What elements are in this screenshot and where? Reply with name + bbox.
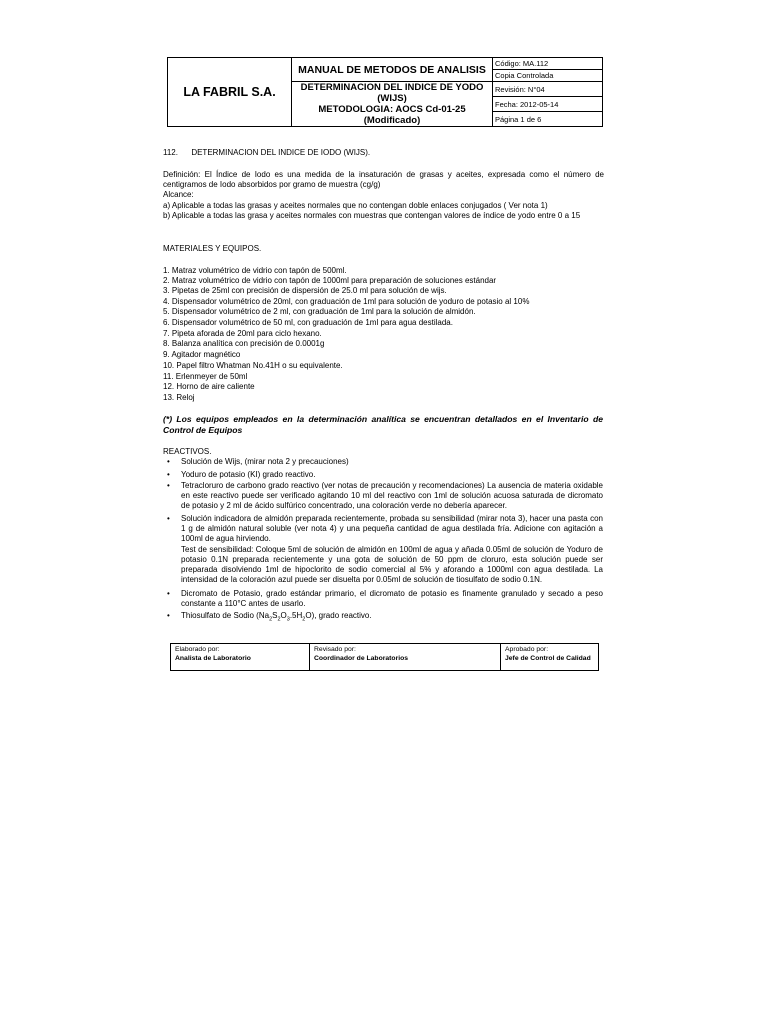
revisado-label: Revisado por: — [314, 646, 356, 653]
aprobado-value: Jefe de Control de Calidad — [505, 655, 591, 662]
material-item: 4. Dispensador volumétrico de 20ml, con graduación de 1ml para solución de yoduro de potasio al 10% — [163, 297, 530, 306]
manual-title: MANUAL DE METODOS DE ANALISIS — [292, 58, 493, 82]
reactivo-item: • Dicromato de Potasio, grado estándar primario, el dicromato de potasio es finamente granulado y secado a peso constante a 110°C antes de usarlo. — [167, 589, 603, 608]
aprobado-label: Aprobado por: — [505, 646, 549, 653]
sensitivity-test: Test de sensibilidad: Coloque 5ml de solución de almidón en 100ml de agua y añada 0.05ml de solución de Yoduro de potasio 0.1N preparada recientemente y una gota de solución de 50 ppm de cloruro, esta solución puede ser preparada disolviendo 1ml de hipoclorito de sodio comercial al 5% y aforando a 1000ml con agua destilada. La intensidad de la coloración azul puede ser disuelta por 0.05ml de solución de tiosulfato de sodio 0.1N. — [181, 545, 603, 584]
material-item: 1. Matraz volumétrico de vidrio con tapón de 500ml. — [163, 266, 347, 275]
bullet-icon: • — [167, 457, 170, 466]
material-item: 7. Pipeta aforada de 20ml para ciclo hexano. — [163, 329, 322, 338]
material-item: 11. Erlenmeyer de 50ml — [163, 372, 248, 381]
bullet-icon: • — [167, 470, 170, 479]
material-item: 5. Dispensador volumétrico de 2 ml, con graduación de 1ml para la solución de almidón. — [163, 307, 476, 316]
material-item: 12. Horno de aire caliente — [163, 382, 255, 391]
revisado-value: Coordinador de Laboratorios — [314, 655, 409, 662]
revisado-cell — [310, 644, 501, 671]
reactivos-title: REACTIVOS. — [163, 447, 212, 456]
bullet-icon: • — [167, 589, 170, 598]
alcance-label: Alcance: — [163, 190, 194, 199]
material-item: 9. Agitador magnético — [163, 350, 241, 359]
reactivo-item: • Tetracloruro de carbono grado reactivo (ver notas de precaución y recomendaciones) La ausencia de materia oxidable en este reactivo puede ser verificado agitando 10 ml del reactivo con 1ml de solución acuosa saturada de dicromato de potasio y 2 ml de ácido sulfúrico concentrado, una coloración verde no debería aparecer. — [167, 481, 603, 510]
materials-title: MATERIALES Y EQUIPOS. — [163, 244, 262, 253]
elaborado-value: Analista de Laboratorio — [175, 655, 251, 662]
alcance-b: b) Aplicable a todas las grasa y aceites normales con muestras que contengan valores de índice de yodo entre 0 a 15 — [163, 211, 581, 220]
copia-cell: Copia Controlada — [493, 70, 603, 82]
material-item: 6. Dispensador volumétrico de 50 ml, con graduación de 1ml para agua destilada. — [163, 318, 453, 327]
section-title: 112. DETERMINACION DEL INDICE DE IODO (WIJS). — [163, 148, 371, 157]
method-title-line1: DETERMINACION DEL INDICE DE YODO (WIJS) — [300, 82, 484, 104]
reactivo-item: • Solución indicadora de almidón preparada recientemente, probada su sensibilidad (mirar nota 3), hacer una pasta con 1 g de almidón natural soluble (ver nota 4) y una pequeña cantidad de agua destilada fría. Adicione con agitación a 100ml de agua hirviendo. — [167, 514, 603, 543]
material-item: 2. Matraz volumétrico de vidrio con tapón de 1000ml para preparación de soluciones estándar — [163, 276, 497, 285]
reactivo-item: • Solución de Wijs, (mirar nota 2 y precauciones) — [167, 457, 349, 466]
bullet-icon: • — [167, 481, 170, 490]
bullet-icon: • — [167, 611, 170, 620]
elaborado-cell — [171, 644, 310, 671]
definition-text: Definición: El Índice de Iodo es una medida de la insaturación de grasas y aceites, expresada como el número de centigramos de Iodo absorbidos por gramo de muestra (cg/g) — [163, 170, 604, 189]
method-title — [292, 82, 493, 127]
material-item: 8. Balanza analítica con precisión de 0.0001g — [163, 339, 325, 348]
document-header-table — [167, 57, 603, 127]
approval-table — [170, 643, 599, 671]
reactivo-item: • Thiosulfato de Sodio $(Na_2S_2O_3.5H_2O)$, grado reactivo. — [167, 611, 372, 623]
aprobado-cell — [501, 644, 599, 671]
material-item: 13. Reloj — [163, 393, 195, 402]
reactivo-item: • Yoduro de potasio (KI) grado reactivo. — [167, 470, 316, 479]
pagina-cell: Página 1 de 6 — [493, 112, 603, 127]
company-name: LA FABRIL S.A. — [168, 58, 292, 127]
material-item: 10. Papel filtro Whatman No.41H o su equivalente. — [163, 361, 343, 370]
elaborado-label: Elaborado por: — [175, 646, 220, 653]
codigo-cell: Código: MA.112 — [493, 58, 603, 70]
material-item: 3. Pipetas de 25ml con precisión de dispersión de 25.0 ml para solución de wijs. — [163, 286, 447, 295]
equipment-note: (*) Los equipos empleados en la determinación analítica se encuentran detallados en el Inventario de Control de Equipos — [163, 414, 603, 435]
bullet-icon: • — [167, 514, 170, 523]
alcance-a: a) Aplicable a todas las grasas y aceites normales que no contengan doble enlaces conjugados ( Ver nota 1) — [163, 201, 548, 210]
method-title-line2: METODOLOGIA: AOCS Cd-01-25 (Modificado) — [318, 104, 466, 126]
fecha-cell: Fecha: 2012-05-14 — [493, 97, 603, 112]
revision-cell: Revisión: N°04 — [493, 82, 603, 97]
